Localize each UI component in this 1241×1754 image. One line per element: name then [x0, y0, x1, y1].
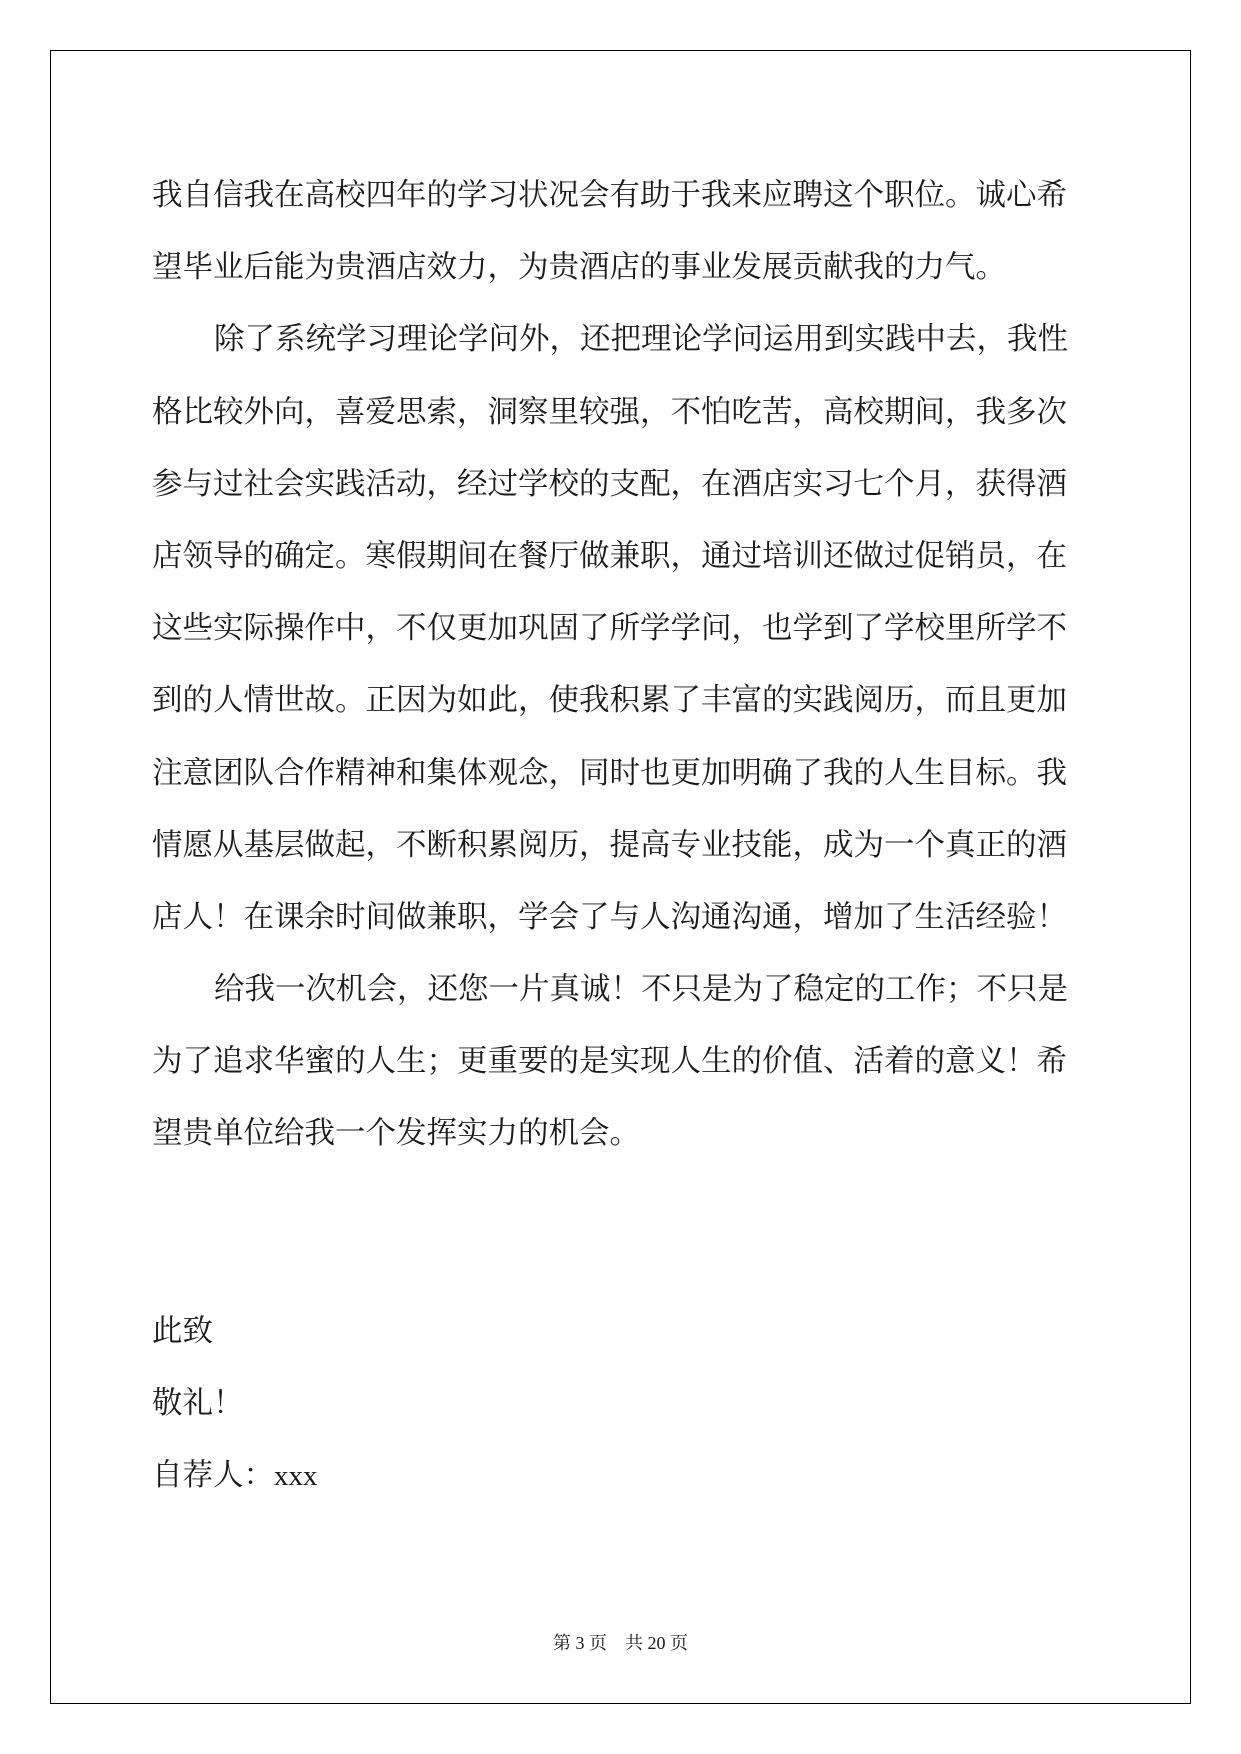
paragraph-2-line-2: 格比较外向，喜爱思索，洞察里较强，不怕吃苦，高校期间，我多次	[152, 394, 1067, 430]
paragraph-2-line-5: 这些实际操作中，不仅更加巩固了所学学问，也学到了学校里所学不	[152, 611, 1067, 647]
signature-label: 自荐人：	[152, 1458, 274, 1494]
signature-name: xxx	[274, 1460, 318, 1493]
paragraph-2-line-9: 店人！在课余时间做兼职，学会了与人沟通沟通，增加了生活经验！	[152, 899, 1067, 935]
paragraph-2-line-1: 除了系统学习理论学问外，还把理论学问运用到实践中去，我性	[214, 322, 1068, 358]
paragraph-2-line-8: 情愿从基层做起，不断积累阅历，提高专业技能，成为一个真正的酒	[152, 827, 1067, 863]
paragraph-2-line-6: 到的人情世故。正因为如此，使我积累了丰富的实践阅历，而且更加	[152, 683, 1067, 719]
paragraph-1-line-2: 望毕业后能为贵酒店效力，为贵酒店的事业发展贡献我的力气。	[152, 250, 1006, 286]
paragraph-3-line-3: 望贵单位给我一个发挥实力的机会。	[152, 1116, 640, 1152]
page-number: 第 3 页	[553, 1633, 607, 1653]
paragraph-2-line-7: 注意团队合作精神和集体观念，同时也更加明确了我的人生目标。我	[152, 755, 1067, 791]
letter-closing	[152, 1296, 318, 1513]
paragraph-1-line-1: 我自信我在高校四年的学习状况会有助于我来应聘这个职位。诚心希	[152, 178, 1067, 213]
paragraph-3-line-1: 给我一次机会，还您一片真诚！不只是为了稳定的工作；不只是	[214, 972, 1068, 1008]
page-footer	[0, 1632, 1241, 1654]
paragraph-2-line-3: 参与过社会实践活动，经过学校的支配，在酒店实习七个月，获得酒	[152, 466, 1067, 502]
page-total: 共 20 页	[625, 1633, 688, 1653]
paragraph-3-line-2: 为了追求华蜜的人生；更重要的是实现人生的价值、活着的意义！希	[152, 1044, 1067, 1080]
letter-body	[152, 160, 1092, 1171]
paragraph-2-line-4: 店领导的确定。寒假期间在餐厅做兼职，通过培训还做过促销员，在	[152, 538, 1067, 574]
regards: 敬礼！	[152, 1386, 244, 1422]
salutation: 此致	[152, 1314, 213, 1349]
signature	[152, 1440, 318, 1512]
